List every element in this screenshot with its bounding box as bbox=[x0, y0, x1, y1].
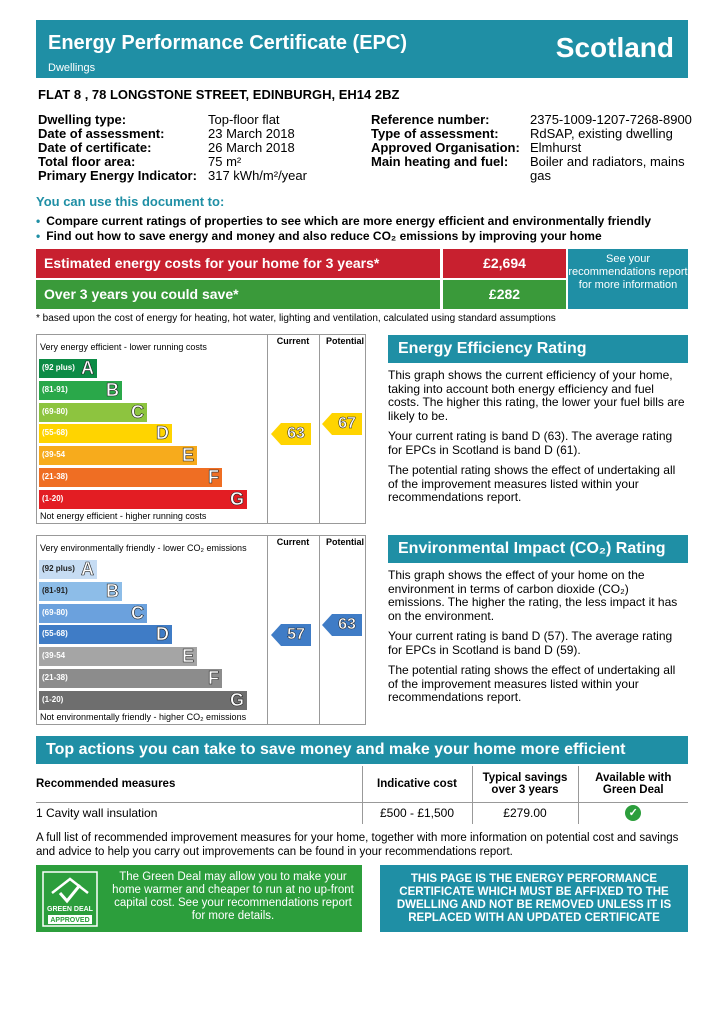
cost-label: Over 3 years you could save* bbox=[36, 280, 440, 309]
cost-footnote: * based upon the cost of energy for heating, hot water, lighting and ventilation, calculated using standard assumptions bbox=[36, 313, 556, 324]
green-deal-text: The Green Deal may allow you to make your home warmer and cheaper to run at no up-front capital cost. See your recommendations report for more details. bbox=[112, 871, 354, 922]
cost-row-estimated bbox=[36, 249, 566, 278]
affix-notice: THIS PAGE IS THE ENERGY PERFORMANCE CERTIFICATE WHICH MUST BE AFFIXED TO THE DWELLING AND NOT BE REMOVED UNLESS IT IS REPLACED WITH AN UPDATED CERTIFICATE bbox=[380, 865, 688, 932]
arrow-tip bbox=[271, 423, 281, 445]
ei-paragraph: This graph shows the effect of your home on the environment in terms of carbon dioxide (CO₂) emissions. The higher the rating, the less impact it has on the environment. bbox=[388, 568, 678, 623]
band-letter: E bbox=[181, 646, 194, 667]
cost-label: Estimated energy costs for your home for 3 years* bbox=[36, 249, 440, 278]
energy-efficiency-text bbox=[388, 369, 688, 512]
info-value: 23 March 2018 bbox=[208, 126, 295, 141]
arrow-tip bbox=[322, 614, 332, 636]
use-bullet: • Compare current ratings of properties to see which are more energy efficient and environmentally friendly bbox=[36, 214, 652, 228]
check-icon: ✓ bbox=[625, 805, 641, 821]
saving-cell: £279.00 bbox=[472, 802, 578, 824]
band-letter: G bbox=[229, 488, 244, 509]
ee-paragraph: The potential rating shows the effect of undertaking all of the improvement measures listed within your recommendations report. bbox=[388, 463, 676, 504]
band-letter: D bbox=[156, 423, 169, 444]
potential-header: Potential bbox=[325, 336, 364, 346]
band-e bbox=[39, 446, 197, 465]
info-label: Dwelling type: bbox=[38, 112, 127, 127]
band-e bbox=[39, 647, 197, 666]
current-rating-value: 63 bbox=[281, 423, 311, 445]
band-range: (69-80) bbox=[42, 607, 68, 617]
header-subtitle: Dwellings bbox=[48, 62, 96, 74]
col-header: Indicative cost bbox=[362, 766, 472, 802]
potential-header: Potential bbox=[325, 537, 364, 547]
arrow-tip bbox=[271, 624, 281, 646]
band-f bbox=[39, 669, 222, 688]
band-range: (39-54 bbox=[42, 450, 66, 460]
band-letter: C bbox=[131, 602, 144, 623]
energy-efficiency-title: Energy Efficiency Rating bbox=[388, 335, 688, 363]
measures-table bbox=[36, 766, 688, 824]
environmental-impact-chart bbox=[36, 535, 366, 725]
info-label: Primary Energy Indicator: bbox=[38, 168, 197, 183]
info-value: 317 kWh/m²/year bbox=[208, 168, 307, 183]
band-range: (1-20) bbox=[42, 493, 64, 503]
ei-paragraph: Your current rating is band D (57). The average rating for EPCs in Scotland is band D (59). bbox=[388, 629, 673, 657]
property-address: FLAT 8 , 78 LONGSTONE STREET, EDINBURGH, EH14 2BZ bbox=[38, 87, 400, 102]
arrow-tip bbox=[322, 413, 332, 435]
band-a bbox=[39, 560, 97, 579]
band-letter: B bbox=[106, 580, 119, 601]
cost-value: £2,694 bbox=[443, 249, 566, 278]
top-actions-title: Top actions you can take to save money and make your home more efficient bbox=[36, 736, 688, 764]
info-value: Boiler and radiators, mains bbox=[530, 154, 685, 169]
green-deal-approved-logo bbox=[42, 871, 98, 927]
potential-divider bbox=[319, 335, 320, 523]
header-title: Energy Performance Certificate (EPC) bbox=[48, 32, 408, 54]
band-d bbox=[39, 424, 172, 443]
potential-divider bbox=[319, 536, 320, 724]
info-label: Date of assessment: bbox=[38, 126, 165, 141]
energy-efficiency-chart bbox=[36, 334, 366, 524]
band-letter: F bbox=[208, 467, 219, 487]
cost-value: £282 bbox=[443, 280, 566, 309]
band-range: (81-91) bbox=[42, 585, 68, 595]
green-deal-cell bbox=[578, 802, 688, 824]
col-header: Recommended measures bbox=[36, 766, 362, 802]
band-range: (81-91) bbox=[42, 384, 68, 394]
current-divider bbox=[267, 536, 268, 724]
full-list-note: A full list of recommended improvement measures for your home, together with more information on potential cost and savings and advice to help you carry out improvements can be found in your recommendations report. bbox=[36, 832, 679, 858]
cost-cell: £500 - £1,500 bbox=[362, 802, 472, 824]
environmental-impact-title: Environmental Impact (CO₂) Rating bbox=[388, 535, 688, 563]
info-value: 2375-1009-1207-7268-8900 bbox=[530, 112, 692, 127]
info-label: Main heating and fuel: bbox=[371, 154, 509, 169]
potential-rating-value: 67 bbox=[332, 413, 362, 435]
chart-bottom-caption: Not energy efficient - higher running costs bbox=[40, 511, 207, 521]
band-f bbox=[39, 468, 222, 487]
band-letter: A bbox=[81, 358, 94, 378]
ei-paragraph: The potential rating shows the effect of undertaking all of the improvement measures listed within your recommendations report. bbox=[388, 663, 676, 704]
current-divider bbox=[267, 335, 268, 523]
epc-header bbox=[36, 20, 688, 78]
info-label: Type of assessment: bbox=[371, 126, 499, 141]
band-d bbox=[39, 625, 172, 644]
info-value: gas bbox=[530, 168, 551, 183]
current-header: Current bbox=[276, 537, 310, 547]
table-header-row bbox=[36, 766, 688, 802]
chart-bottom-caption: Not environmentally friendly - higher CO₂ emissions bbox=[40, 712, 247, 722]
band-range: (55-68) bbox=[42, 629, 68, 639]
band-letter: A bbox=[81, 559, 94, 579]
band-letter: E bbox=[181, 445, 194, 466]
current-header: Current bbox=[276, 336, 310, 346]
band-letter: D bbox=[156, 624, 169, 645]
header-region: Scotland bbox=[555, 32, 674, 63]
environmental-impact-text bbox=[388, 569, 688, 712]
band-letter: B bbox=[106, 379, 119, 400]
band-range: (21-38) bbox=[42, 673, 68, 682]
band-range: (92 plus) bbox=[42, 564, 75, 573]
band-range: (1-20) bbox=[42, 694, 64, 704]
use-bullet: • Find out how to save energy and money and also reduce CO₂ emissions by improving your home bbox=[36, 229, 602, 243]
band-range: (69-80) bbox=[42, 406, 68, 416]
chart-top-caption: Very environmentally friendly - lower CO₂ emissions bbox=[40, 543, 247, 553]
band-g bbox=[39, 691, 247, 710]
ee-paragraph: Your current rating is band D (63). The average rating for EPCs in Scotland is band D (61). bbox=[388, 429, 673, 457]
table-row bbox=[36, 802, 688, 824]
band-g bbox=[39, 490, 247, 509]
use-heading: You can use this document to: bbox=[36, 194, 225, 209]
chart-top-caption: Very energy efficient - lower running costs bbox=[40, 342, 207, 352]
info-label: Total floor area: bbox=[38, 154, 136, 169]
measure-cell: 1 Cavity wall insulation bbox=[36, 806, 158, 821]
info-label: Reference number: bbox=[371, 112, 490, 127]
info-value: RdSAP, existing dwelling bbox=[530, 126, 673, 141]
band-b bbox=[39, 381, 122, 400]
ee-paragraph: This graph shows the current efficiency of your home, taking into account both energy efficiency and fuel costs. The higher this rating, the lower your fuel bills are likely to be. bbox=[388, 368, 685, 423]
col-header: Typical savings over 3 years bbox=[472, 766, 578, 802]
logo-line1: GREEN DEAL bbox=[47, 906, 93, 913]
band-letter: G bbox=[229, 689, 244, 710]
band-a bbox=[39, 359, 97, 378]
band-letter: C bbox=[131, 401, 144, 422]
band-letter: F bbox=[208, 668, 219, 688]
info-value: 26 March 2018 bbox=[208, 140, 295, 155]
potential-rating-value: 63 bbox=[332, 614, 362, 636]
band-range: (21-38) bbox=[42, 472, 68, 481]
info-value: Top-floor flat bbox=[208, 112, 280, 127]
info-value: 75 m² bbox=[208, 154, 242, 169]
use-bullet-text: Compare current ratings of properties to see which are more energy efficient and environmentally friendly bbox=[46, 214, 652, 228]
current-rating-value: 57 bbox=[281, 624, 311, 646]
band-c bbox=[39, 403, 147, 422]
use-bullet-text: Find out how to save energy and money and also reduce CO₂ emissions by improving your home bbox=[46, 229, 602, 243]
band-range: (92 plus) bbox=[42, 363, 75, 372]
info-value: Elmhurst bbox=[530, 140, 582, 155]
cost-row-saving bbox=[36, 280, 566, 309]
info-label: Date of certificate: bbox=[38, 140, 152, 155]
logo-line2: APPROVED bbox=[50, 917, 90, 924]
band-range: (55-68) bbox=[42, 428, 68, 438]
col-header: Available with Green Deal bbox=[578, 766, 688, 802]
band-c bbox=[39, 604, 147, 623]
band-range: (39-54 bbox=[42, 651, 66, 661]
see-recommendations-box: See your recommendations report for more information bbox=[568, 249, 688, 309]
band-b bbox=[39, 582, 122, 601]
green-deal-box bbox=[36, 865, 362, 932]
info-label: Approved Organisation: bbox=[371, 140, 520, 155]
